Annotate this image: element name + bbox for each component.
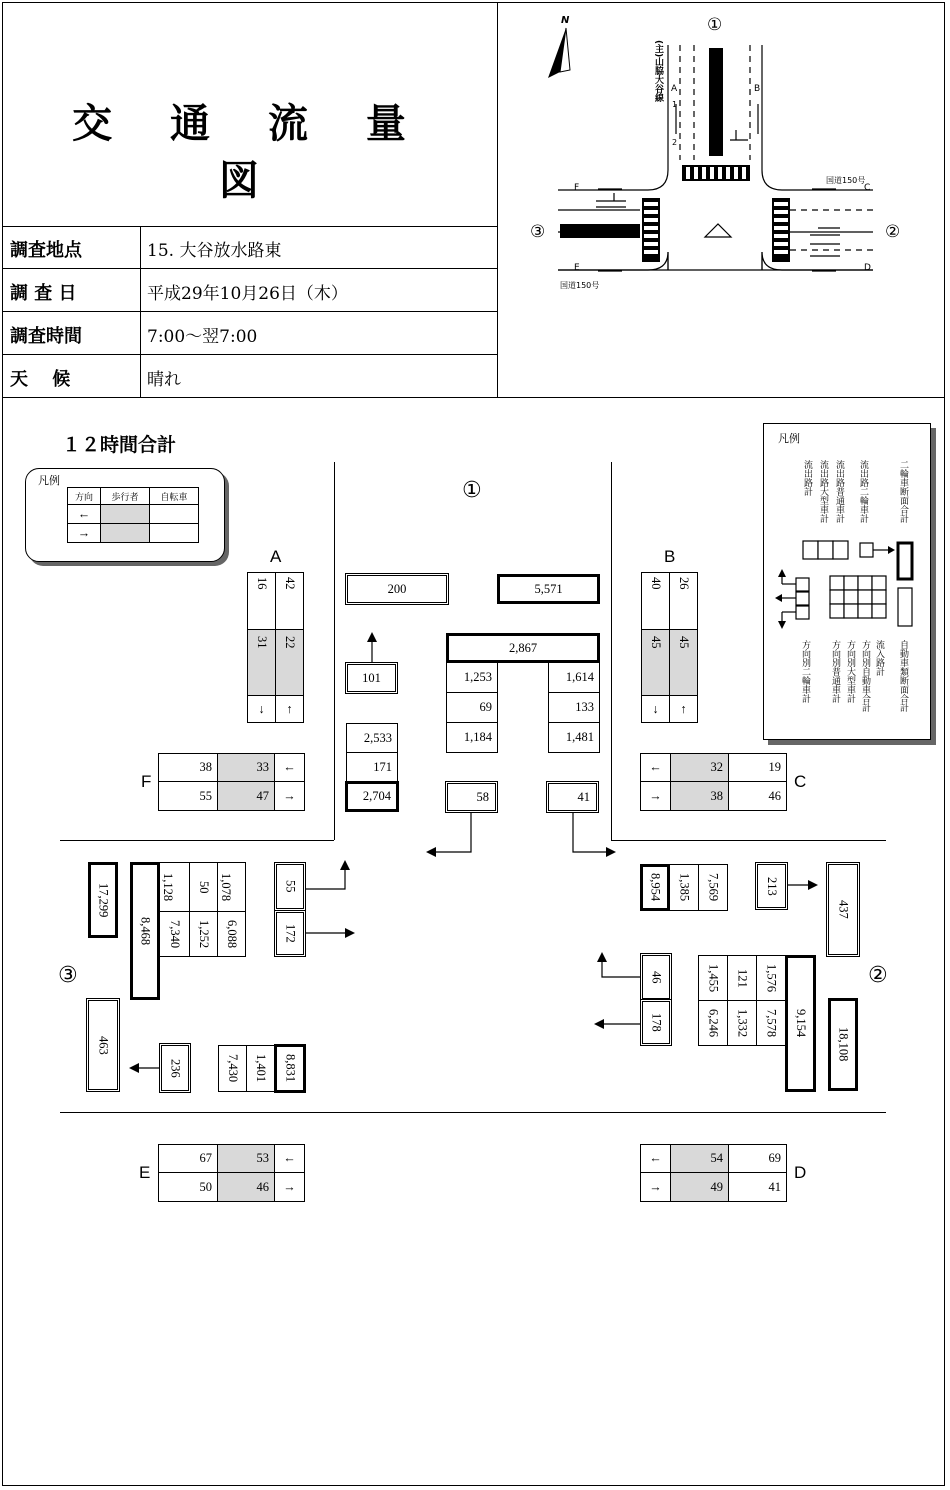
east-out-total-text: 7,569: [706, 873, 721, 902]
east-out-large-text: 1,385: [677, 873, 692, 902]
east-auto-section: [828, 998, 858, 1091]
date-value: 平成29年10月26日（木）: [147, 284, 348, 304]
cw-C-ped-left: 32: [670, 753, 729, 782]
north-bike-left: 58: [445, 781, 498, 813]
east-r2c2-text: 1,332: [735, 1008, 750, 1038]
weather-value: 晴れ: [147, 370, 181, 390]
west-inflow-text: 8,468: [138, 916, 153, 946]
weather-label: 天 候: [10, 369, 71, 390]
east-r1c2: [727, 955, 757, 1001]
west-r1c1: [159, 862, 190, 912]
map-cw-C: C: [864, 183, 871, 193]
west-bike-bottom: [274, 910, 306, 957]
crosswalk-C-label: C: [794, 772, 807, 791]
legend-big-bottom-5: 自動車類断面合計: [898, 640, 908, 712]
north-left-large: 69: [446, 692, 498, 723]
cw-E-bike-right: 50: [158, 1172, 218, 1202]
cw-B-bike-down: 40: [641, 572, 670, 630]
north-auto-section: 5,571: [497, 574, 600, 604]
cw-C-arrow-right: →: [640, 781, 671, 811]
cw-A-bike-up: 42: [275, 572, 304, 630]
time-value: 7:00～翌7:00: [147, 327, 258, 347]
legend-big-top-3: 流出路二輪車計: [858, 460, 868, 523]
north-out-bike: 101: [345, 662, 398, 694]
west-auto-section-text: 17,299: [96, 882, 111, 918]
west-r2c1: [159, 911, 190, 957]
west-auto-section: [88, 862, 118, 938]
cw-A-ped-up: 22: [275, 629, 304, 696]
east-bike-top-text: 46: [649, 970, 664, 984]
cw-A-arrow-down: ↓: [247, 695, 276, 723]
west-r2c3-text: 6,088: [225, 919, 239, 949]
map-lane-1: 1: [672, 100, 678, 109]
legend-big-title: 凡例: [778, 432, 800, 445]
map-national-road-bottom: 国道150号: [560, 281, 600, 290]
crosswalk-F-label: F: [141, 772, 152, 791]
east-r1c1: [698, 955, 728, 1001]
west-out-bike: [159, 1043, 191, 1093]
legend-big-top-1: 流出路大型車計: [818, 460, 828, 523]
cw-D-ped-right: 49: [670, 1172, 729, 1202]
west-out-normal: [274, 1044, 306, 1093]
cw-E-bike-left: 67: [158, 1144, 218, 1173]
east-auto-section-text: 18,108: [836, 1027, 851, 1062]
legend-small-title: 凡例: [38, 474, 60, 487]
west-r1c2: [189, 862, 218, 912]
cw-F-ped-right: 47: [217, 781, 275, 811]
cw-F-bike-left: 38: [158, 753, 218, 782]
cw-A-ped-down: 31: [247, 629, 276, 696]
cw-A-arrow-up: ↑: [275, 695, 304, 723]
map-lane-2: 2: [672, 138, 678, 147]
east-bike-section: [826, 862, 860, 957]
north-right-large: 133: [548, 692, 600, 723]
map-cw-D: D: [864, 263, 871, 273]
legend-small-bike-header: 自転車: [149, 487, 199, 505]
date-label: 調 査 日: [10, 283, 77, 304]
time-label: 調査時間: [10, 326, 82, 347]
legend-small-row2: →: [67, 523, 101, 543]
east-out-large: [669, 864, 699, 911]
east-out-bike-text: 213: [765, 876, 779, 896]
cw-B-ped-up: 45: [669, 629, 698, 696]
east-bike-bottom: [640, 999, 672, 1046]
north-right-normal: 1,481: [548, 722, 600, 753]
east-inflow-text: 9,154: [794, 1009, 808, 1038]
north-bike-section: 200: [345, 573, 449, 605]
cw-E-ped-left: 53: [217, 1144, 275, 1173]
location-value: 15. 大谷放水路東: [147, 241, 282, 261]
map-cw-E: E: [574, 263, 580, 273]
north-bike-right: 41: [546, 781, 599, 813]
legend-big-bottom-2: 方向別大型車計: [845, 640, 855, 703]
approach-2-label: ②: [868, 963, 888, 988]
east-r1c3-text: 1,576: [764, 963, 779, 993]
crosswalk-D-label: D: [794, 1163, 807, 1182]
legend-big-bottom-1: 方向別普通車計: [830, 640, 840, 703]
cw-B-ped-down: 45: [641, 629, 670, 696]
east-r2c3: [756, 1000, 786, 1046]
east-r2c1-text: 6,246: [706, 1008, 721, 1038]
east-out-bike: [755, 862, 788, 910]
east-r1c3: [756, 955, 786, 1001]
section-title: １２時間合計: [62, 434, 177, 456]
cw-E-arrow-left: ←: [274, 1144, 305, 1173]
west-r2c2-text: 1,252: [197, 919, 211, 949]
west-out-total: [218, 1045, 247, 1092]
legend-small-row1: ←: [67, 504, 101, 524]
west-r2c2: [189, 911, 218, 957]
west-r1c1-text: 1,128: [161, 872, 175, 902]
road-edge-bottom: [60, 1112, 886, 1113]
road-edge-nw: [334, 462, 335, 840]
cw-E-arrow-right: →: [274, 1172, 305, 1202]
north-out-total: 2,533: [346, 723, 398, 753]
map-approach-1: ①: [707, 15, 723, 35]
map-cw-F: F: [574, 183, 580, 193]
cw-D-bike-right: 41: [728, 1172, 787, 1202]
cw-F-arrow-right: →: [274, 781, 305, 811]
cw-B-arrow-down: ↓: [641, 695, 670, 723]
cw-C-arrow-left: ←: [640, 753, 671, 782]
east-bike-section-text: 437: [836, 900, 851, 919]
west-r2c1-text: 7,340: [168, 919, 182, 949]
east-out-normal: [640, 864, 670, 911]
east-bike-top: [640, 953, 672, 1001]
east-out-normal-text: 8,954: [648, 873, 663, 902]
map-approach-3: ③: [530, 222, 546, 242]
west-bike-bottom-text: 172: [283, 924, 298, 943]
crosswalk-B-label: B: [664, 547, 676, 566]
north-label: N: [561, 15, 570, 26]
cw-E-ped-right: 46: [217, 1172, 275, 1202]
legend-big-bottom-4: 流入路計: [874, 640, 884, 676]
crosswalk-A-label: A: [270, 547, 282, 566]
cw-D-arrow-left: ←: [640, 1144, 671, 1173]
west-out-bike-text: 236: [168, 1058, 183, 1078]
cw-B-arrow-up: ↑: [669, 695, 698, 723]
east-r1c1-text: 1,455: [706, 963, 721, 993]
west-out-large-text: 1,401: [254, 1054, 268, 1083]
cw-F-arrow-left: ←: [274, 753, 305, 782]
approach-3-label: ③: [58, 963, 78, 988]
west-bike-top: [274, 862, 306, 911]
map-main-road-label: (主)山脇大谷線: [653, 40, 663, 103]
page-title: 交 通 流 量 図: [72, 100, 428, 204]
west-inflow: [130, 862, 160, 1000]
west-r1c3-text: 1,078: [219, 872, 233, 902]
road-edge-w-top: [60, 840, 334, 841]
east-r2c1: [698, 1000, 728, 1046]
north-right-total: 1,614: [548, 662, 600, 693]
cw-D-bike-left: 69: [728, 1144, 787, 1173]
legend-big-bottom-3: 方向別自動車合計: [860, 640, 870, 712]
map-cw-B: B: [754, 84, 761, 94]
legend-small-ped-header: 歩行者: [100, 487, 150, 505]
legend-big-bottom-0: 方向別二輪車計: [800, 640, 810, 703]
north-inflow: 2,867: [446, 633, 600, 663]
west-r1c2-text: 50: [197, 880, 211, 894]
north-out-normal: 2,704: [345, 781, 399, 812]
map-cw-A: A: [671, 84, 678, 94]
west-bike-section: [86, 998, 120, 1092]
location-label: 調査地点: [10, 240, 82, 261]
cw-D-ped-left: 54: [670, 1144, 729, 1173]
west-out-total-text: 7,430: [226, 1054, 240, 1083]
west-r2c3: [217, 911, 246, 957]
cw-F-bike-right: 55: [158, 781, 218, 811]
east-r2c2: [727, 1000, 757, 1046]
cw-A-bike-down: 16: [247, 572, 276, 630]
north-left-total: 1,253: [446, 662, 498, 693]
cw-B-bike-up: 26: [669, 572, 698, 630]
road-edge-ne: [611, 462, 612, 840]
north-left-normal: 1,184: [446, 722, 498, 753]
cw-C-bike-left: 19: [728, 753, 787, 782]
west-bike-section-text: 463: [96, 1035, 111, 1055]
east-inflow: [785, 955, 816, 1092]
west-out-normal-text: 8,831: [283, 1054, 298, 1083]
west-bike-top-text: 55: [283, 880, 298, 893]
east-out-total: [698, 864, 728, 911]
east-bike-bottom-text: 178: [649, 1013, 664, 1032]
east-r1c2-text: 121: [735, 968, 750, 988]
legend-big-top-0: 流出路計: [802, 460, 812, 496]
cw-C-bike-right: 46: [728, 781, 787, 811]
crosswalk-E-label: E: [139, 1163, 151, 1182]
approach-1-label: ①: [462, 478, 482, 503]
map-national-road-top: 国道150号: [826, 176, 866, 185]
west-r1c3: [217, 862, 246, 912]
east-r2c3-text: 7,578: [764, 1008, 779, 1038]
legend-big-top-4: 二輪車断面合計: [898, 460, 908, 523]
legend-big-top-2: 流出路普通車計: [834, 460, 844, 523]
map-approach-2: ②: [885, 222, 901, 242]
cw-C-ped-right: 38: [670, 781, 729, 811]
road-edge-e-top: [611, 840, 886, 841]
cw-F-ped-left: 33: [217, 753, 275, 782]
cw-D-arrow-right: →: [640, 1172, 671, 1202]
legend-small-dir-header: 方向: [67, 487, 101, 505]
west-out-large: [246, 1045, 275, 1092]
north-out-large: 171: [346, 752, 398, 782]
